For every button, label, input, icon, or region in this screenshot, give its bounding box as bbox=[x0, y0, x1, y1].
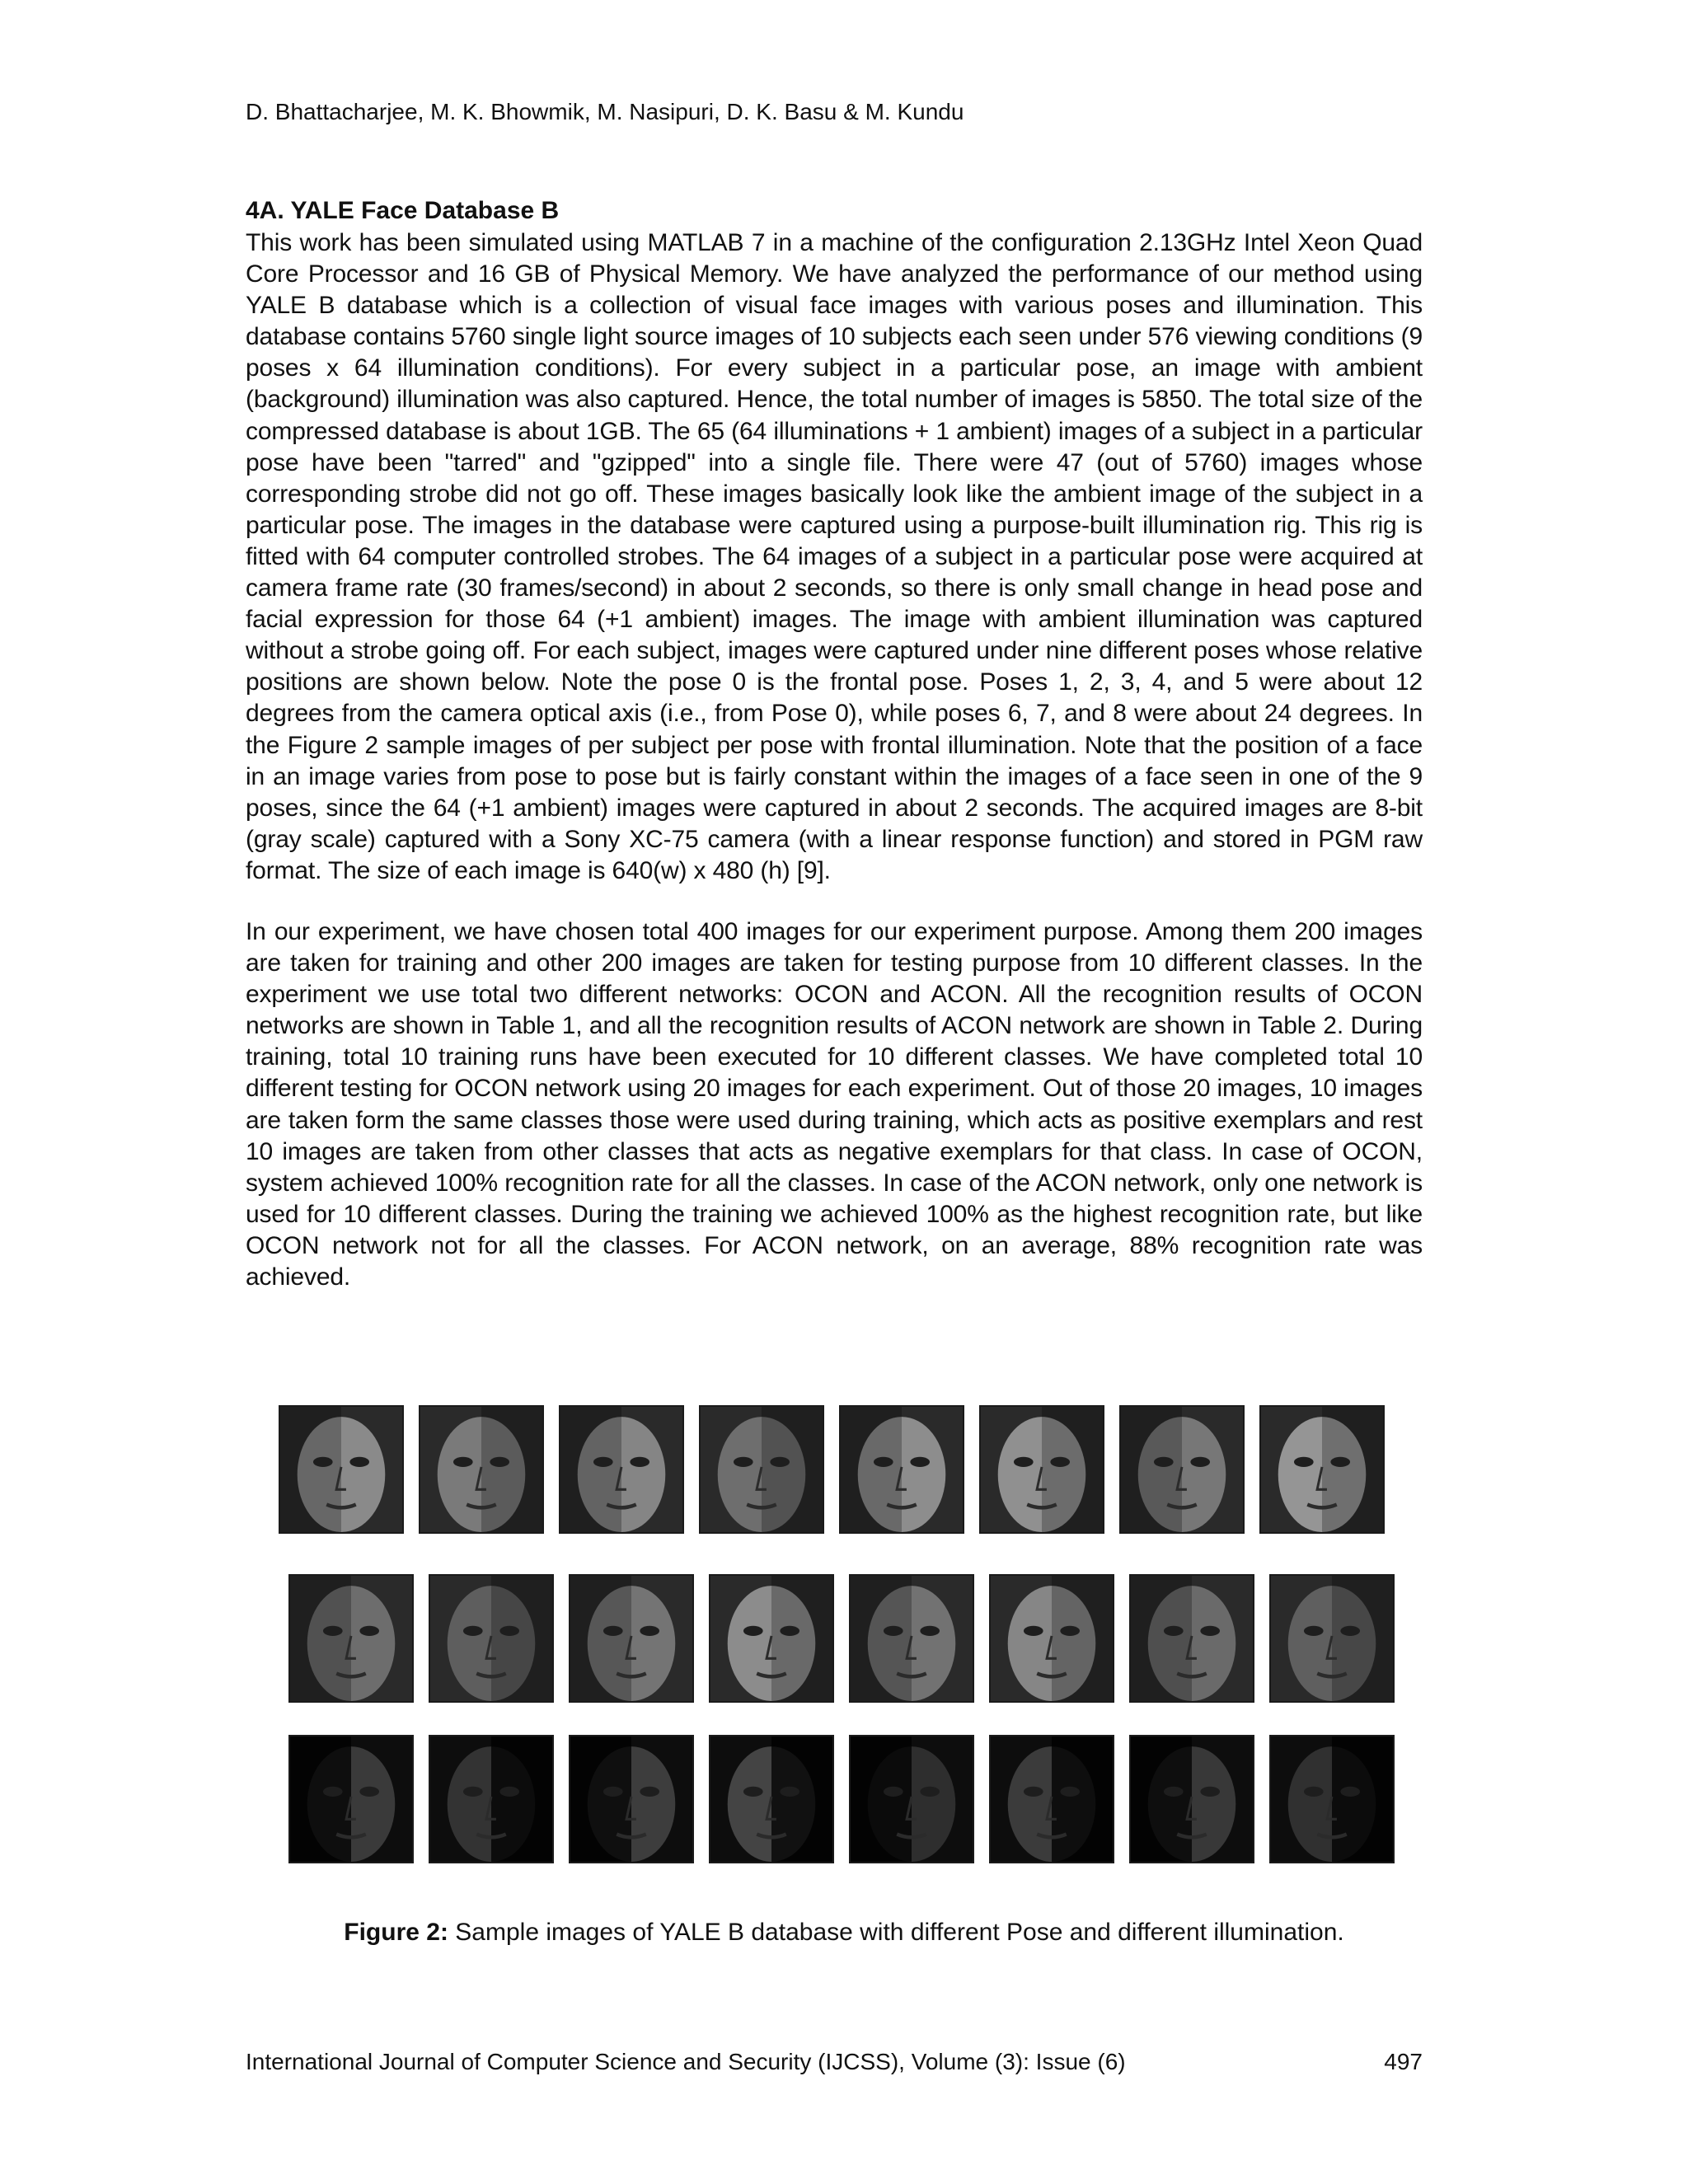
face-thumbnail bbox=[569, 1735, 694, 1863]
paragraph-experiment: In our experiment, we have chosen total 400 images for our experiment purpose. Among them 200 images are taken for training and other 200 images are taken for testing purpose from 10 different classes. In the experiment we use total two different networks: OCON and ACON. All the recognition results of OCON networks are shown in Table 1, and all the recognition results of ACON network are shown in Table 2. During training, total 10 training runs have been executed for 10 different classes. We have completed total 10 different testing for OCON network using 20 images for each experiment. Out of those 20 images, 10 images are taken form the same classes those were used during training, which acts as positive exemplars and rest 10 images are taken from other classes that acts as negative exemplars for that class. In case of OCON, system achieved 100% recognition rate for all the classes. In case of the ACON network, only one network is used for 10 different classes. During the training we achieved 100% as the highest recognition rate, but like OCON network not for all the classes. For ACON network, on an average, 88% recognition rate was achieved. bbox=[246, 917, 1423, 1291]
figure-2-caption bbox=[0, 1916, 1688, 1949]
journal-citation: International Journal of Computer Science and Security (IJCSS), Volume (3): Issue (6) bbox=[246, 2049, 1126, 2074]
face-thumbnail bbox=[569, 1574, 694, 1703]
face-thumbnail bbox=[559, 1405, 684, 1534]
running-head-authors: D. Bhattacharjee, M. K. Bhowmik, M. Nasipuri, D. K. Basu & M. Kundu bbox=[246, 99, 964, 124]
paragraph-dataset-description: This work has been simulated using MATLAB 7 in a machine of the configuration 2.13GHz Intel Xeon Quad Core Processor and 16 GB of Physical Memory. We have analyzed the performance of our method using YALE B database which is a collection of visual face images with various poses and illumination. This database contains 5760 single light source images of 10 subjects each seen under 576 viewing conditions (9 poses x 64 illumination conditions). For every subject in a particular pose, an image with ambient (background) illumination was also captured. Hence, the total number of images is 5850. The total size of the compressed database is about 1GB. The 65 (64 illuminations + 1 ambient) images of a subject in a particular pose have been "tarred" and "gzipped" into a single file. There were 47 (out of 5760) images whose corresponding strobe did not go off. These images basically look like the ambient image of the subject in a particular pose. The images in the database were captured using a purpose-built illumination rig. This rig is fitted with 64 computer controlled strobes. The 64 images of a subject in a particular pose were acquired at camera frame rate (30 frames/second) in about 2 seconds, so there is only small change in head pose and facial expression for those 64 (+1 ambient) images. The image with ambient illumination was captured without a strobe going off. For each subject, images were captured under nine different poses whose relative positions are shown below. Note the pose 0 is the frontal pose. Poses 1, 2, 3, 4, and 5 were about 12 degrees from the camera optical axis (i.e., from Pose 0), while poses 6, 7, and 8 were about 24 degrees. In the Figure 2 sample images of per subject per pose with frontal illumination. Note that the position of a face in an image varies from pose to pose but is fairly constant within the images of a face seen in one of the 9 poses, since the 64 (+1 ambient) images were captured in about 2 seconds. The acquired images are 8-bit (gray scale) captured with a Sony XC-75 camera (with a linear response function) and stored in PGM raw format. The size of each image is 640(w) x 480 (h) [9]. bbox=[246, 229, 1423, 884]
face-thumbnail bbox=[288, 1574, 414, 1703]
face-thumbnail bbox=[989, 1735, 1114, 1863]
face-thumbnail bbox=[429, 1574, 554, 1703]
face-thumbnail bbox=[1269, 1574, 1395, 1703]
face-thumbnail bbox=[849, 1735, 974, 1863]
page-number: 497 bbox=[1384, 2049, 1423, 2074]
face-row-pose bbox=[288, 1574, 1426, 1706]
face-thumbnail bbox=[849, 1574, 974, 1703]
face-thumbnail bbox=[989, 1574, 1114, 1703]
face-thumbnail bbox=[1119, 1405, 1245, 1534]
face-row-illumination bbox=[288, 1735, 1426, 1867]
face-thumbnail bbox=[839, 1405, 964, 1534]
face-thumbnail bbox=[1259, 1405, 1385, 1534]
section-heading: 4A. YALE Face Database B bbox=[246, 197, 560, 224]
face-thumbnail bbox=[279, 1405, 404, 1534]
face-thumbnail bbox=[699, 1405, 824, 1534]
face-thumbnail bbox=[1129, 1574, 1254, 1703]
figure-label: Figure 2: bbox=[344, 1919, 448, 1946]
face-thumbnail bbox=[1269, 1735, 1395, 1863]
figure-2-face-grid bbox=[279, 1405, 1416, 1883]
face-thumbnail bbox=[1129, 1735, 1254, 1863]
face-thumbnail bbox=[429, 1735, 554, 1863]
face-thumbnail bbox=[709, 1574, 834, 1703]
face-thumbnail bbox=[979, 1405, 1104, 1534]
face-thumbnail bbox=[288, 1735, 414, 1863]
figure-caption-text: Sample images of YALE B database with different Pose and different illumination. bbox=[448, 1919, 1344, 1946]
face-thumbnail bbox=[709, 1735, 834, 1863]
face-thumbnail bbox=[419, 1405, 544, 1534]
article-body bbox=[246, 194, 1423, 1293]
face-row-frontal bbox=[279, 1405, 1416, 1537]
